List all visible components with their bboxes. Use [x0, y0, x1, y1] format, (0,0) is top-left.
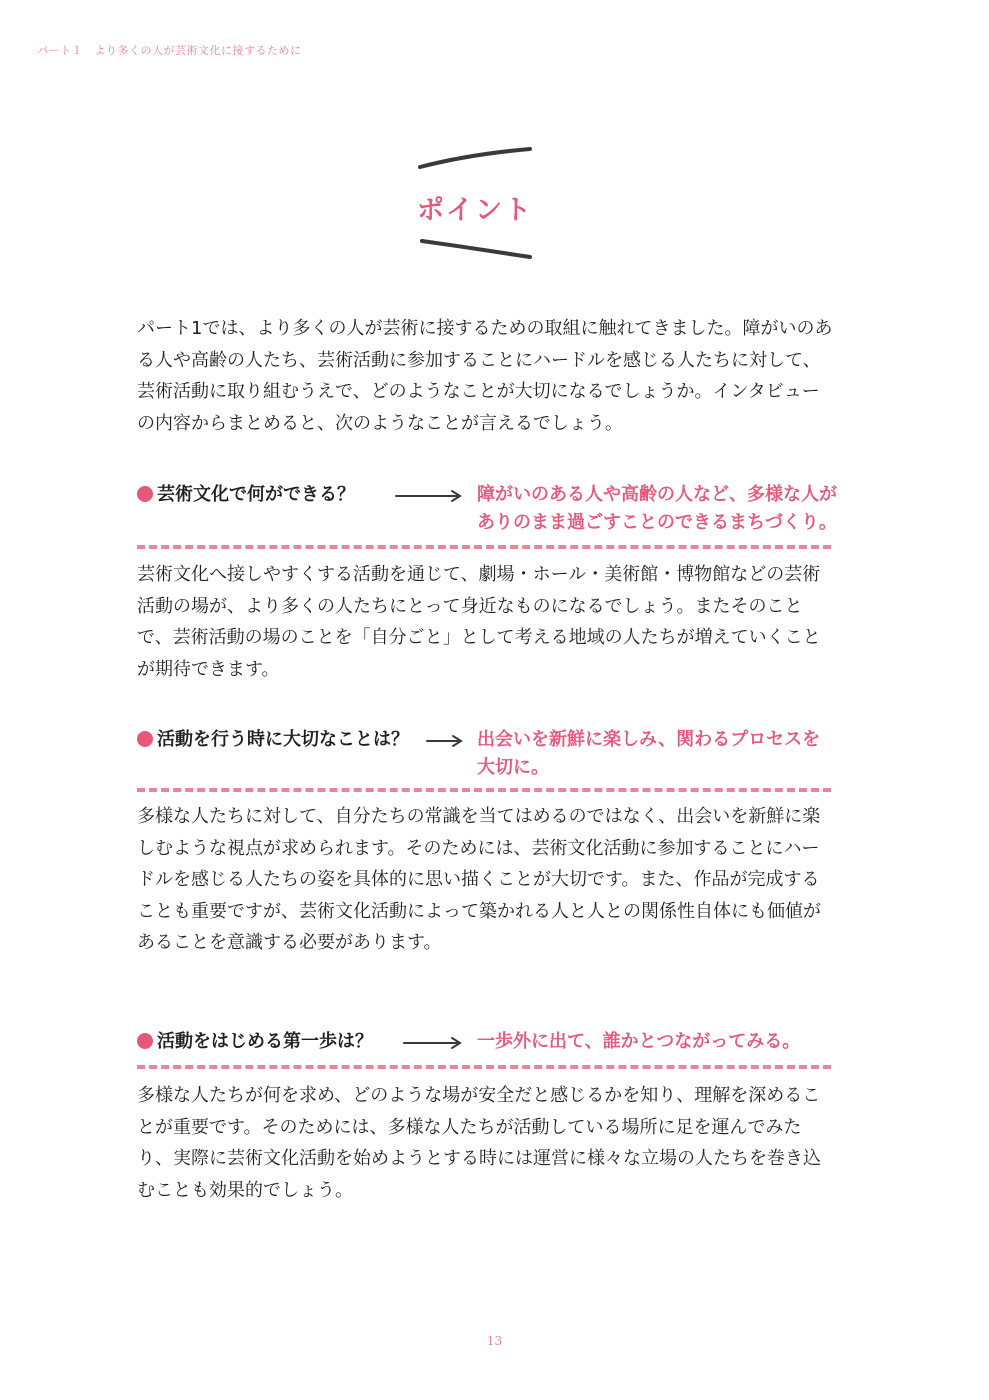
intro-paragraph: パート1では、より多くの人が芸術に接するための取組に触れてきました。障がいのある人や高齢の人たち、芸術活動に参加することにハードルを感じる人たちに対して、芸術活動に取り組むうえで、どのようなことが大切になるでしょうか。インタビューの内容からまとめると、次のようなことが言えるでしょう。	[137, 318, 833, 434]
arrow-right-icon	[394, 489, 464, 503]
question-1	[137, 481, 355, 509]
top-stroke	[420, 149, 530, 167]
answer-2: 出会いを新鮮に楽しみ、関わるプロセスを大切に。	[477, 729, 821, 778]
section-3	[137, 1028, 837, 1201]
arrow-right-icon	[402, 1036, 464, 1050]
body-2: 多様な人たちに対して、自分たちの常識を当てはめるのではなく、出会いを新鮮に楽しむような視点が求められます。そのためには、芸術文化活動に参加することにハードルを感じる人たちの姿を具体的に思い描くことが大切です。また、作品が完成することも重要ですが、芸術文化活動によって築かれる人と人との関係性自体にも価値があることを意識する必要があります。	[137, 806, 821, 953]
bottom-stroke	[422, 241, 530, 257]
answer-3: 一歩外に出て、誰かとつながってみる。	[477, 1031, 801, 1052]
title-block	[410, 140, 540, 265]
arrow-right-icon	[425, 734, 465, 748]
bullet-icon	[137, 731, 153, 747]
page-number: 13	[486, 1334, 503, 1348]
section-1	[137, 481, 837, 680]
running-head: パート１ より多くの人が芸術文化に接するために	[37, 44, 302, 57]
bullet-icon	[137, 486, 153, 502]
question-2	[137, 726, 409, 754]
bullet-icon	[137, 1033, 153, 1049]
dashed-divider	[137, 1065, 831, 1069]
dashed-divider	[137, 788, 831, 792]
body-1: 芸術文化へ接しやすくする活動を通じて、劇場・ホール・美術館・博物館などの芸術活動の場が、より多くの人たちにとって身近なものになるでしょう。またそのことで、芸術活動の場のことを「自分ごと」として考える地域の人たちが増えていくことが期待できます。	[137, 564, 821, 680]
question-text: 活動を行う時に大切なことは？	[157, 729, 409, 750]
question-text: 芸術文化で何ができる？	[157, 484, 355, 505]
dashed-divider	[137, 545, 831, 549]
question-text: 活動をはじめる第一歩は？	[157, 1031, 373, 1052]
page-title: ポイント	[417, 195, 533, 226]
body-3: 多様な人たちが何を求め、どのような場が安全だと感じるかを知り、理解を深めることが重要です。そのためには、多様な人たちが活動している場所に足を運んでみたり、実際に芸術文化活動を始めようとする時には運営に様々な立場の人たちを巻き込むことも効果的でしょう。	[137, 1085, 821, 1201]
question-3	[137, 1028, 373, 1056]
section-2	[137, 726, 837, 953]
answer-1: 障がいのある人や高齢の人など、多様な人がありのまま過ごすことのできるまちづくり。	[477, 484, 837, 533]
